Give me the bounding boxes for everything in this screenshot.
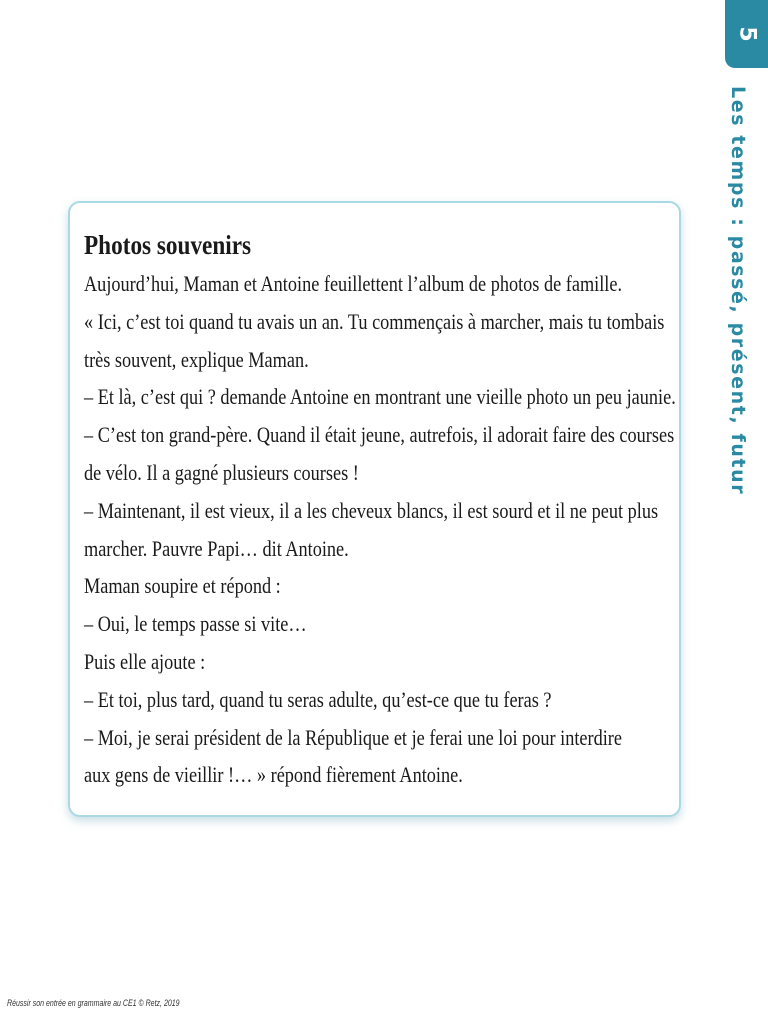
text-line: Puis elle ajoute :	[84, 648, 206, 674]
text-line: – Oui, le temps passe si vite…	[84, 611, 307, 637]
chapter-tab	[725, 0, 768, 68]
chapter-number	[725, 0, 768, 68]
chapter-title: Les temps : passé, présent, futur	[727, 86, 749, 496]
text-line: – Et toi, plus tard, quand tu seras adulte, qu’est-ce que tu feras ?	[84, 686, 552, 712]
text-line: – Maintenant, il est vieux, il a les cheveux blancs, il est sourd et il ne peut plus	[84, 497, 659, 523]
text-line: – Et là, c’est qui ? demande Antoine en montrant une vieille photo un peu jaunie.	[84, 384, 676, 410]
text-line: Maman soupire et répond :	[84, 573, 281, 599]
text-line: très souvent, explique Maman.	[84, 346, 309, 372]
text-line: – C’est ton grand-père. Quand il était jeune, autrefois, il adorait faire des courses	[84, 422, 675, 448]
text-line: aux gens de vieillir !… » répond fièrement Antoine.	[84, 762, 463, 788]
text-line: de vélo. Il a gagné plusieurs courses !	[84, 459, 359, 485]
chapter-number-text: 5	[734, 26, 760, 42]
text-line: – Moi, je serai président de la République et je ferai une loi pour interdire	[84, 724, 622, 750]
text-line: Aujourd’hui, Maman et Antoine feuillettent l’album de photos de famille.	[84, 271, 623, 296]
text-box	[68, 201, 681, 817]
text-box-title: Photos souvenirs	[84, 230, 252, 260]
text-line: marcher. Pauvre Papi… dit Antoine.	[84, 535, 349, 561]
footer-copyright: Réussir son entrée en grammaire au CE1 © Retz, 2019	[7, 998, 180, 1008]
text-line: « Ici, c’est toi quand tu avais un an. Tu commençais à marcher, mais tu tombais	[84, 308, 665, 334]
